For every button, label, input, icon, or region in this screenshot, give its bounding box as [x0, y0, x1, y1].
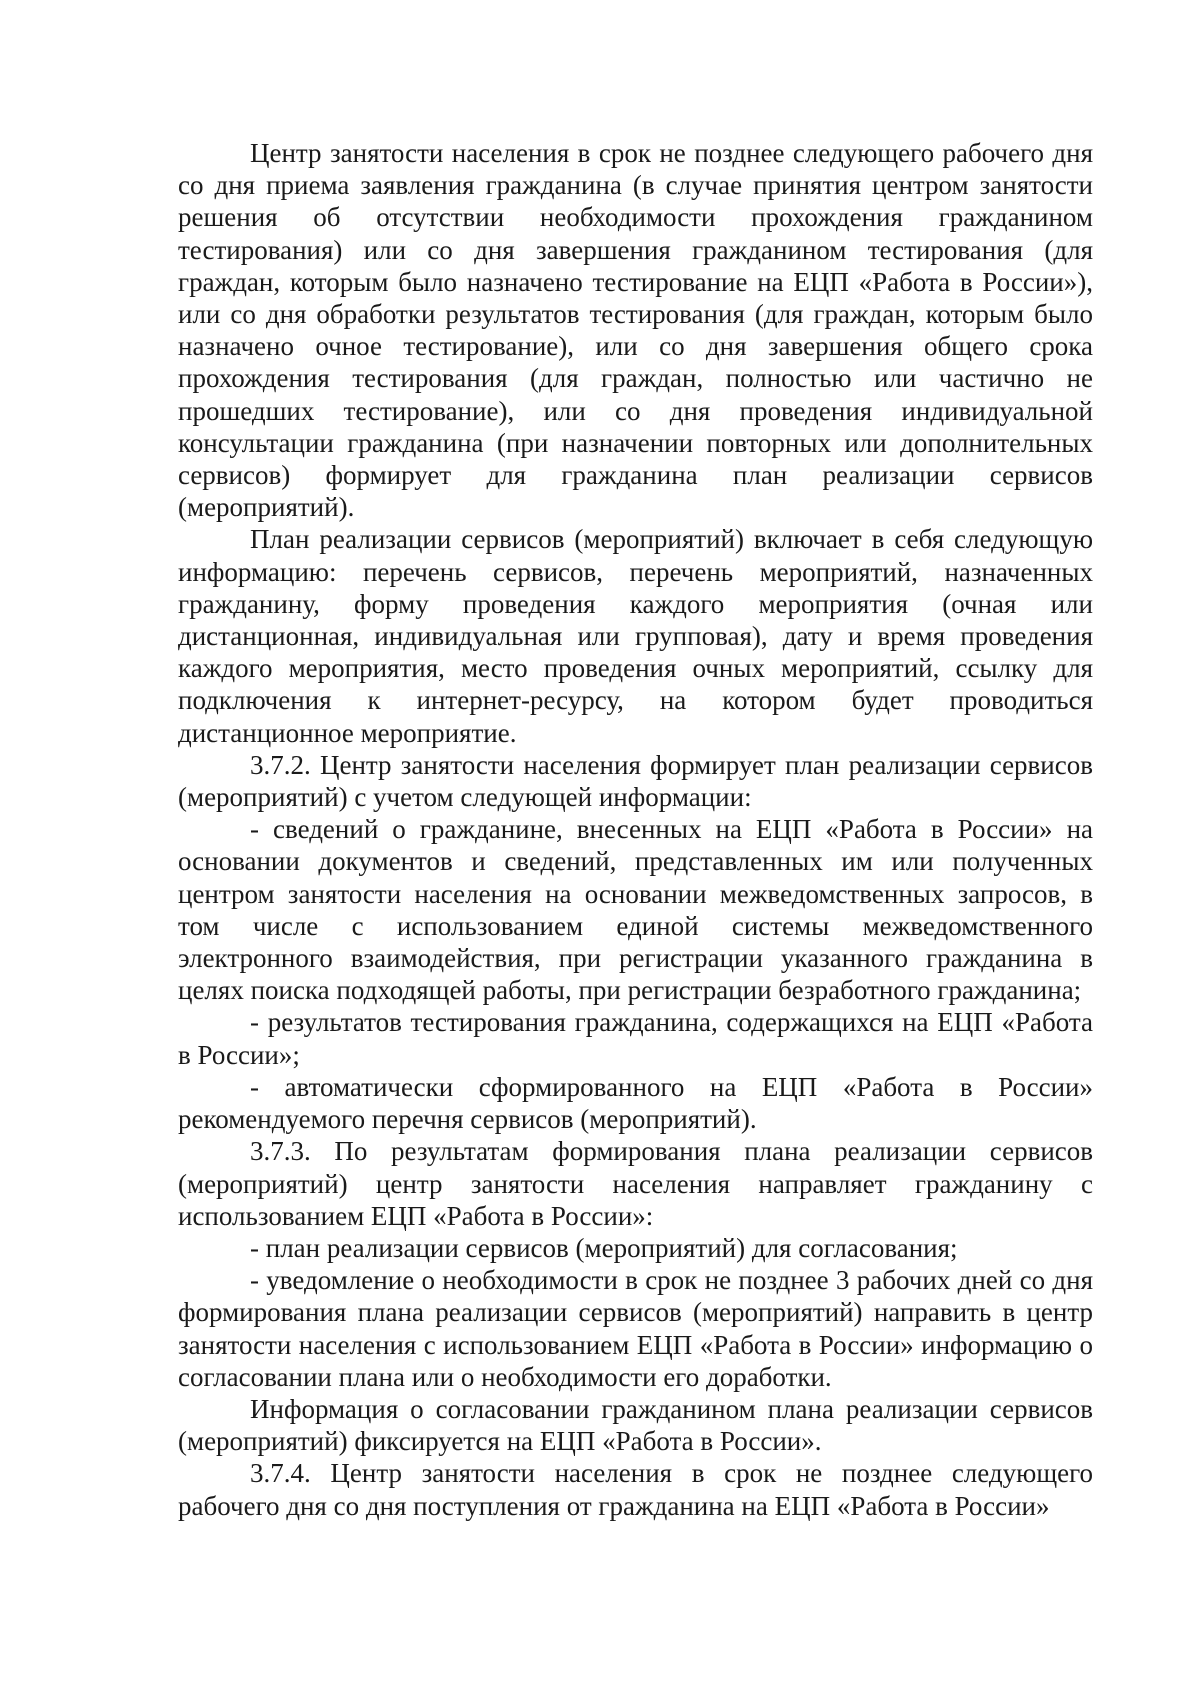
- paragraph-approval-recorded: Информация о согласовании гражданином плана реализации сервисов (мероприятий) фиксируется на ЕЦП «Работа в России».: [178, 1393, 1093, 1457]
- paragraph-section-3-7-4: 3.7.4. Центр занятости населения в срок не позднее следующего рабочего дня со дня поступления от гражданина на ЕЦП «Работа в России»: [178, 1458, 1093, 1521]
- list-item-recommended-services: - автоматически сформированного на ЕЦП «Работа в России» рекомендуемого перечня сервисов (мероприятий).: [178, 1071, 1093, 1135]
- paragraph-employment-center-plan: Центр занятости населения в срок не позднее следующего рабочего дня со дня приема заявления гражданина (в случае принятия центром занятости решения об отсутствии необходимости прохождения гражданином тестирования) или со дня завершения гражданином тестирования (для граждан, которым было назначено тестирование на ЕЦП «Работа в России»), или со дня обработки результатов тестирования (для граждан, которым было назначено очное тестирование), или со дня завершения общего срока прохождения тестирования (для граждан, полностью или частично не прошедших тестирование), или со дня проведения индивидуальной консультации гражданина (при назначении повторных или дополнительных сервисов) формирует для гражданина план реализации сервисов (мероприятий).: [178, 138, 1093, 523]
- list-item-notification: - уведомление о необходимости в срок не позднее 3 рабочих дней со дня формирования плана реализации сервисов (мероприятий) направить в центр занятости населения с использованием ЕЦП «Работа в России» информацию о согласовании плана или о необходимости его доработки.: [178, 1265, 1093, 1392]
- list-item-citizen-info: - сведений о гражданине, внесенных на ЕЦП «Работа в России» на основании документов и сведений, представленных им или полученных центром занятости населения на основании межведомственных запросов, в том числе с использованием единой системы межведомственного электронного взаимодействия, при регистрации указанного гражданина в целях поиска подходящей работы, при регистрации безработного гражданина;: [178, 814, 1093, 1006]
- paragraph-plan-contents: План реализации сервисов (мероприятий) включает в себя следующую информацию: перечень сервисов, перечень мероприятий, назначенных гражданину, форму проведения каждого мероприятия (очная или дистанционная, индивидуальная или групповая), дату и время проведения каждого мероприятия, место проведения очных мероприятий, ссылку для подключения к интернет-ресурсу, на котором будет проводиться дистанционное мероприятие.: [178, 524, 1093, 748]
- paragraph-section-3-7-3: 3.7.3. По результатам формирования плана реализации сервисов (мероприятий) центр занятости населения направляет гражданину с использованием ЕЦП «Работа в России»:: [178, 1136, 1093, 1231]
- list-item-plan-for-approval: - план реализации сервисов (мероприятий) для согласования;: [250, 1232, 958, 1263]
- list-item-test-results: - результатов тестирования гражданина, содержащихся на ЕЦП «Работа в России»;: [178, 1007, 1093, 1070]
- document-body: [178, 137, 1093, 1522]
- paragraph-section-3-7-2: 3.7.2. Центр занятости населения формирует план реализации сервисов (мероприятий) с учетом следующей информации:: [178, 749, 1093, 813]
